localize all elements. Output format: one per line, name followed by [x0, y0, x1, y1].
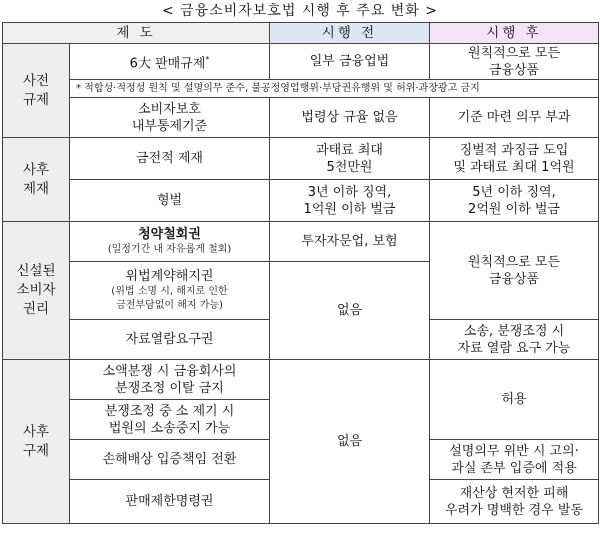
table-row — [3, 180, 599, 222]
six-rules-before: 일부 금융업법 — [270, 44, 430, 80]
table-row — [3, 222, 599, 262]
data-request-system: 자료열람요구권 — [70, 320, 270, 360]
relief-before-none: 없음 — [270, 360, 430, 524]
small-dispute-system: 소액분쟁 시 금융회사의 분쟁조정 이탈 금지 — [70, 360, 270, 400]
monetary-system: 금전적 제재 — [70, 138, 270, 180]
monetary-after: 징벌적 과징금 도입 및 과태료 최대 1억원 — [430, 138, 599, 180]
illegal-cancel-system: 위법계약해지권 (위법 소명 시, 해지로 인한 금전부담없이 해지 가능) — [70, 262, 270, 320]
section-new-consumer-rights: 신설된 소비자 권리 — [3, 222, 70, 360]
rights-after: 원칙적으로 모든 금융상품 — [430, 222, 599, 320]
court-suspend-system: 분쟁조정 중 소 제기 시 법원의 소송중지 가능 — [70, 400, 270, 440]
criminal-system: 형벌 — [70, 180, 270, 222]
internal-control-system: 소비자보호 내부통제기준 — [70, 98, 270, 138]
sales-ban-system: 판매제한명령권 — [70, 480, 270, 524]
withdrawal-before: 투자자문업, 보험 — [270, 222, 430, 262]
six-rules-after: 원칙적으로 모든 금융상품 — [430, 44, 599, 80]
relief-allowed: 허용 — [430, 360, 599, 440]
burden-shift-system: 손해배상 입증책임 전환 — [70, 440, 270, 480]
table-row — [3, 360, 599, 400]
monetary-before: 과태료 최대 5천만원 — [270, 138, 430, 180]
section-post-sanction: 사후 제재 — [3, 138, 70, 222]
data-request-after: 소송, 분쟁조정 시 자료 열람 요구 가능 — [430, 320, 599, 360]
table-row — [3, 80, 599, 98]
internal-control-after: 기준 마련 의무 부과 — [430, 98, 599, 138]
six-rules-system: 6大 판매규제* — [70, 44, 270, 80]
header-after: 시행 후 — [430, 23, 599, 44]
table-row — [3, 138, 599, 180]
table-title: < 금융소비자보호법 시행 후 주요 변화 > — [161, 3, 439, 19]
internal-control-before: 법령상 규율 없음 — [270, 98, 430, 138]
comparison-table — [2, 22, 599, 524]
criminal-before: 3년 이하 징역, 1억원 이하 벌금 — [270, 180, 430, 222]
sales-ban-after: 재산상 현저한 피해 우려가 명백한 경우 발동 — [430, 480, 599, 524]
criminal-after: 5년 이하 징역, 2억원 이하 벌금 — [430, 180, 599, 222]
header-system: 제 도 — [3, 23, 270, 44]
header-before: 시행 전 — [270, 23, 430, 44]
table-row — [3, 44, 599, 80]
header-row — [3, 23, 599, 44]
six-rules-note: * 적합성·적정성 원칙 및 설명의무 준수, 불공정영업행위·부당권유행위 및 허위·과장광고 금지 — [70, 80, 599, 98]
withdrawal-system: 청약철회권 (일정기간 내 자유롭게 철회) — [70, 222, 270, 262]
table-row — [3, 98, 599, 138]
section-post-relief: 사후 구제 — [3, 360, 70, 524]
burden-shift-after: 설명의무 위반 시 고의· 과실 존부 입증에 적용 — [430, 440, 599, 480]
section-pre-regulation: 사전 규제 — [3, 44, 70, 138]
rights-before-none: 없음 — [270, 262, 430, 360]
